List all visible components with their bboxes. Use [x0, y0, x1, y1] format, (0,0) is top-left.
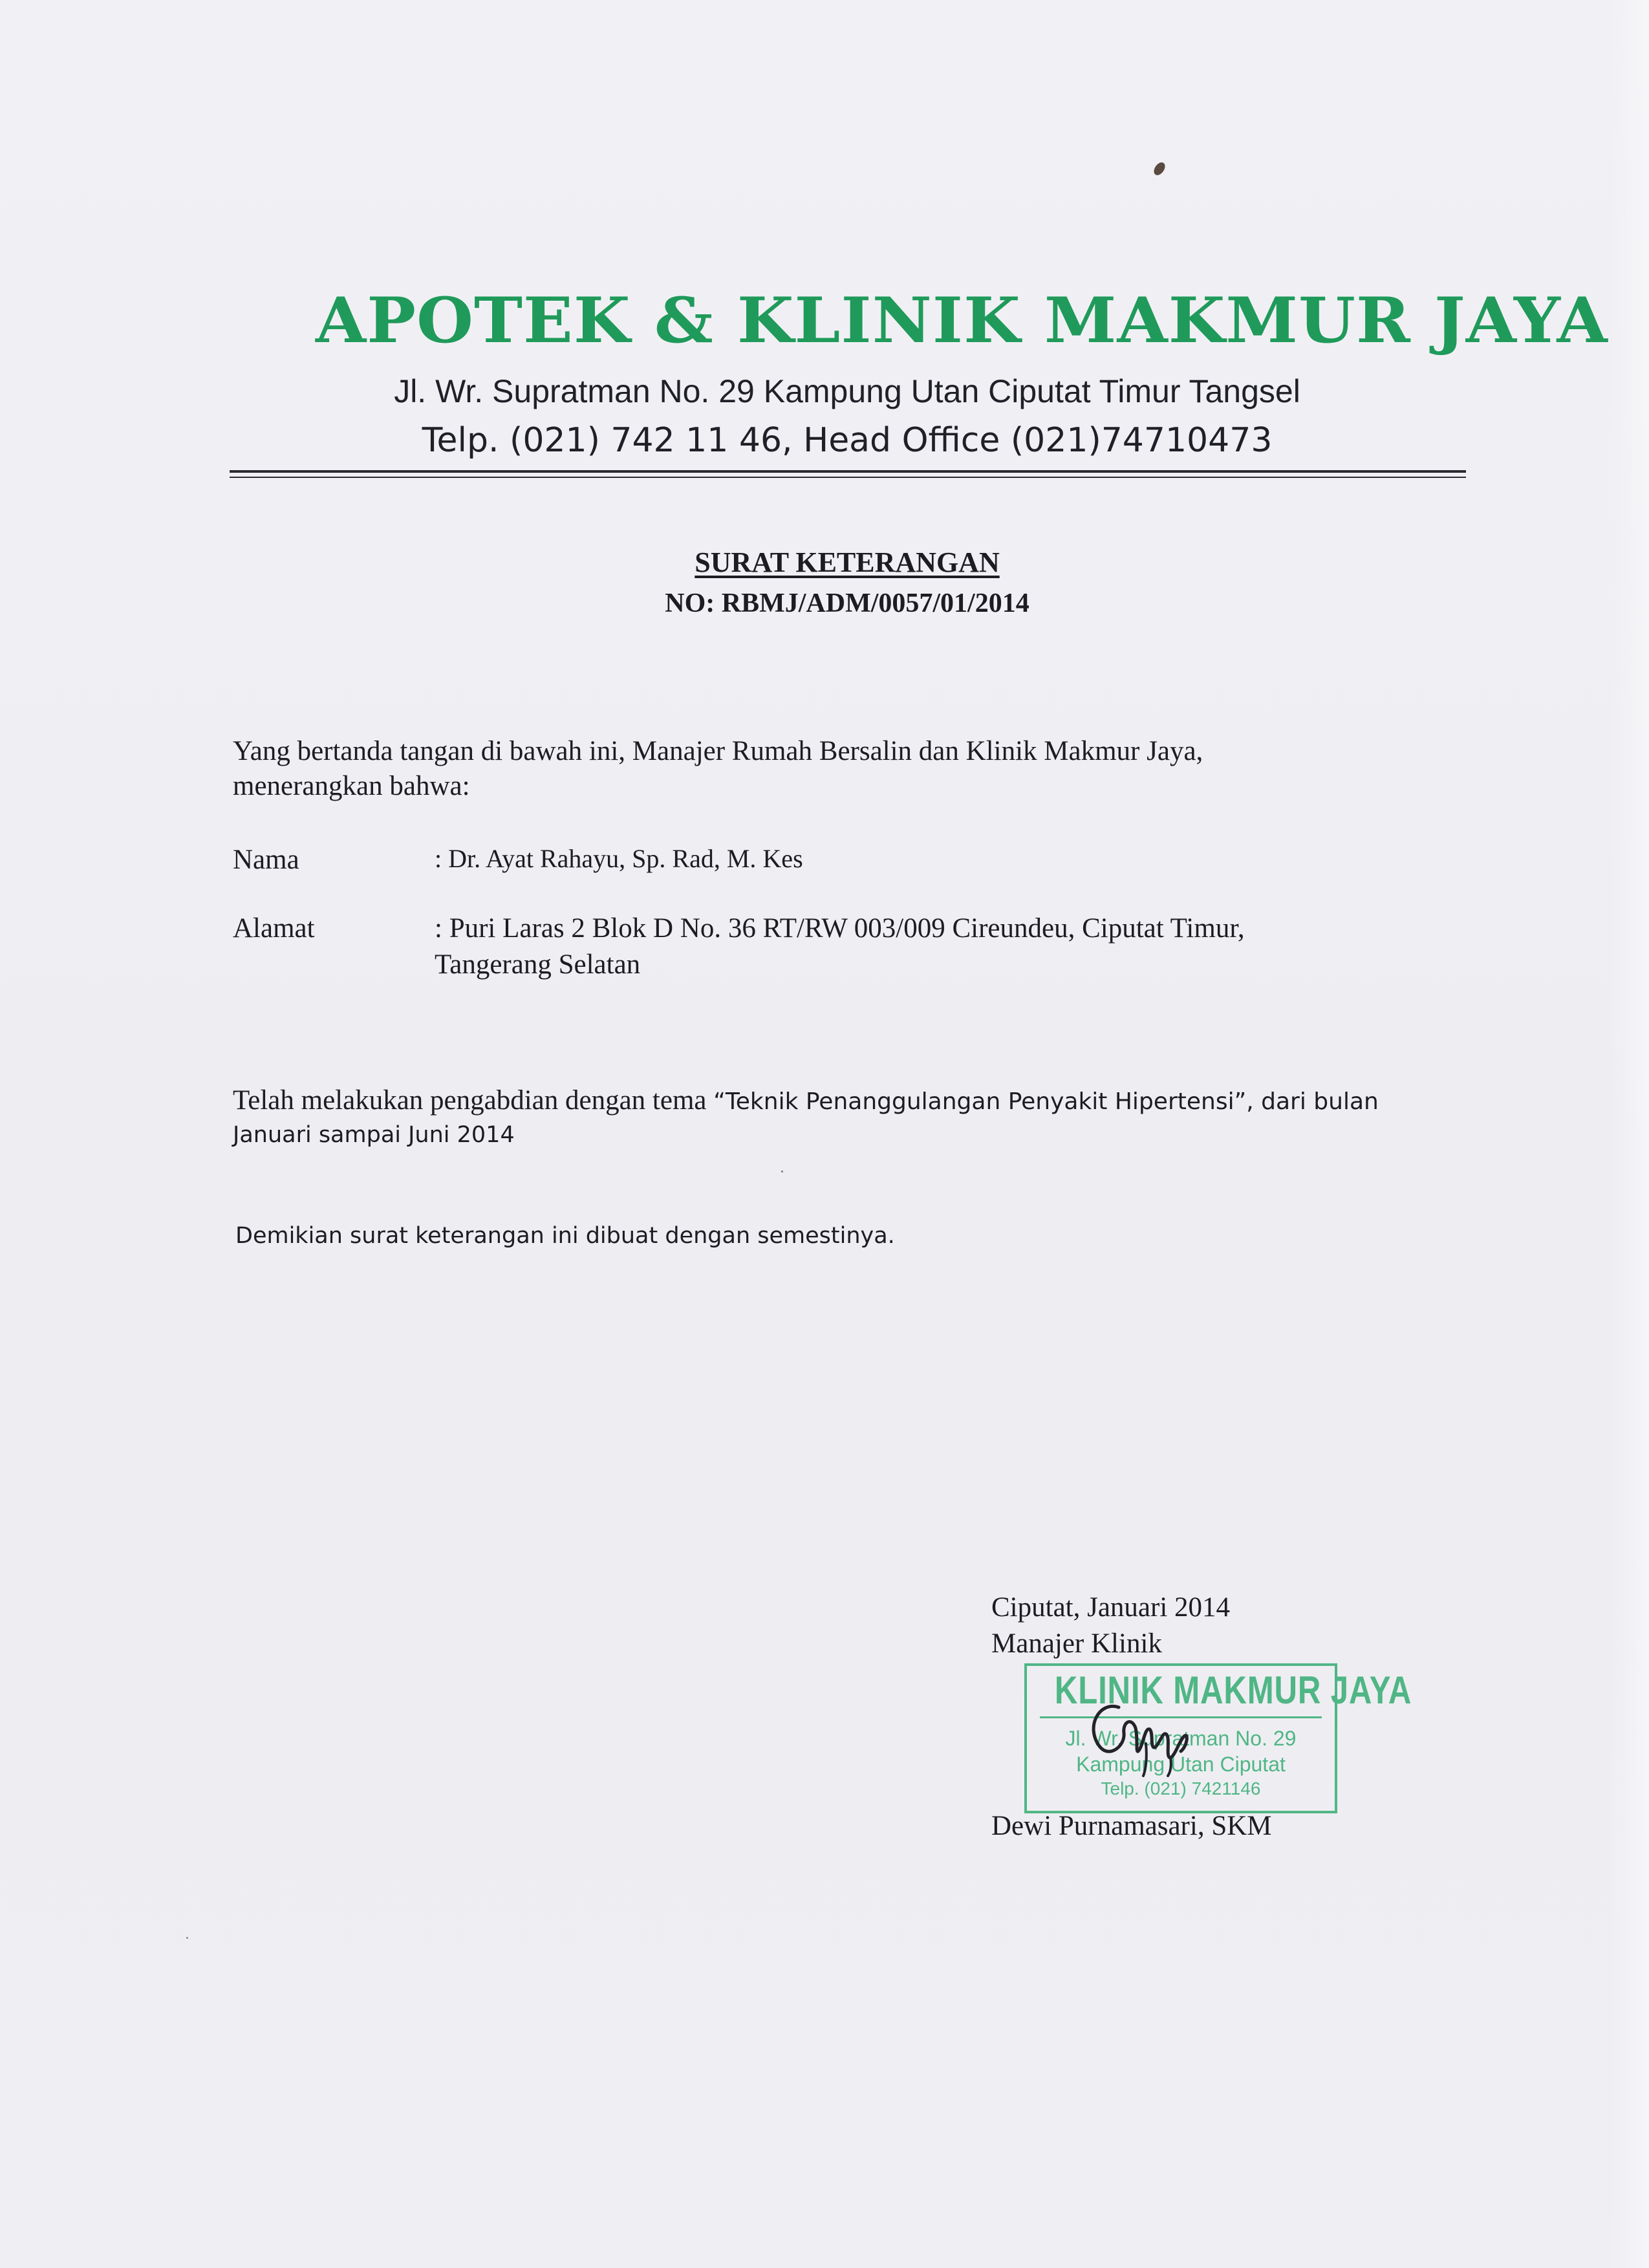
stamp-address-line-1: Jl. Wr. Supratman No. 29 [1065, 1727, 1297, 1750]
service-line-1 [233, 1085, 1379, 1116]
alamat-value-line-1: : Puri Laras 2 Blok D No. 36 RT/RW 003/009 Cireundeu, Ciputat Timur, [435, 913, 1245, 944]
letterhead-name: APOTEK & KLINIK MAKMUR JAYA [316, 284, 1608, 357]
intro-line-1: Yang bertanda tangan di bawah ini, Manajer Rumah Bersalin dan Klinik Makmur Jaya, [233, 736, 1203, 766]
stamp-phone: Telp. (021) 7421146 [1101, 1778, 1261, 1798]
document-number: NO: RBMJ/ADM/0057/01/2014 [665, 589, 1029, 618]
page-edge-shadow [1610, 0, 1649, 2268]
handwritten-signature [1073, 1681, 1196, 1778]
signature-place-date: Ciputat, Januari 2014 [991, 1592, 1231, 1623]
letterhead-phone: Telp. (021) 742 11 46, Head Office (021)74710473 [422, 421, 1273, 460]
stamp-title: KLINIK MAKMUR JAYA [1054, 1669, 1412, 1712]
ink-speck [1152, 160, 1167, 177]
service-suffix: , dari bulan [1246, 1088, 1379, 1115]
nama-value: : Dr. Ayat Rahayu, Sp. Rad, M. Kes [435, 844, 803, 873]
dust-speck [781, 1171, 783, 1172]
service-line-2: Januari sampai Juni 2014 [233, 1122, 515, 1148]
alamat-label: Alamat [233, 913, 315, 944]
stamp-address-line-2: Kampung Utan Ciputat [1076, 1753, 1286, 1776]
signatory-name: Dewi Purnamasari, SKM [991, 1811, 1272, 1841]
alamat-value-line-2: Tangerang Selatan [435, 949, 641, 980]
letterhead-rule-thin [230, 477, 1466, 478]
signature-role: Manajer Klinik [991, 1628, 1162, 1659]
letterhead-rule-thick [230, 470, 1466, 473]
service-prefix: Telah melakukan pengabdian dengan tema [233, 1085, 714, 1116]
nama-label: Nama [233, 845, 299, 875]
closing-statement: Demikian surat keterangan ini dibuat dengan semestinya. [235, 1223, 895, 1249]
letterhead-address: Jl. Wr. Supratman No. 29 Kampung Utan Ciputat Timur Tangsel [394, 373, 1300, 409]
document-title: SURAT KETERANGAN [695, 546, 1000, 578]
dust-speck [186, 1937, 188, 1939]
service-theme: “Teknik Penanggulangan Penyakit Hipertensi” [713, 1088, 1247, 1115]
intro-line-2: menerangkan bahwa: [233, 771, 470, 801]
